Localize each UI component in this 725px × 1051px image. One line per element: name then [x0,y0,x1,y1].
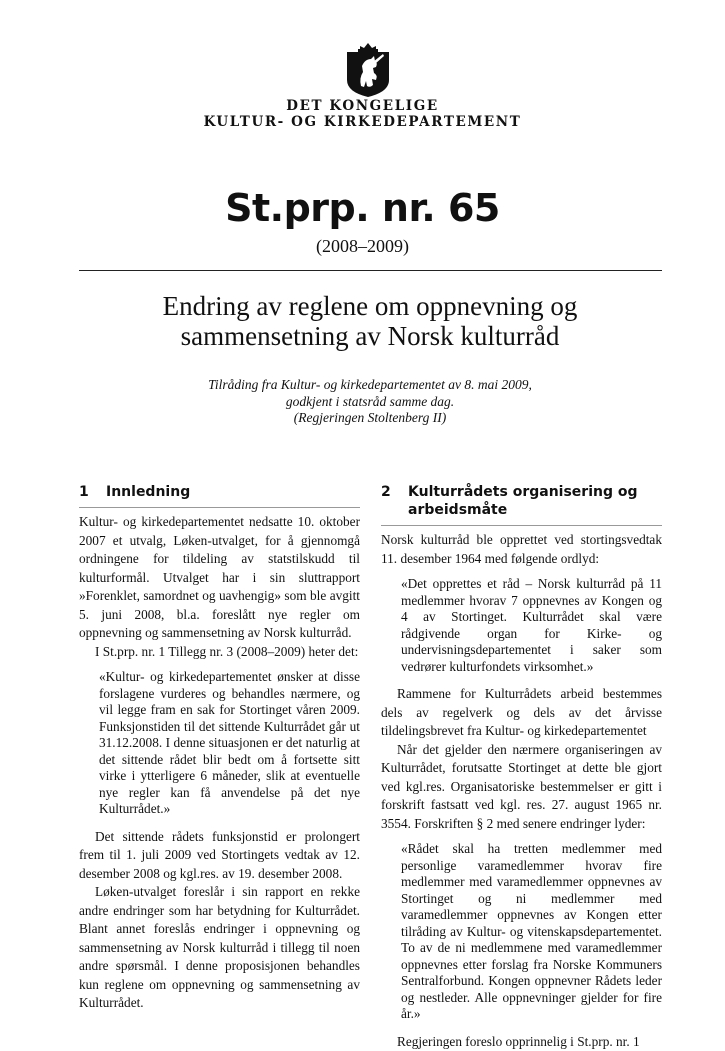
section-2-quote-1: «Det opprettes et råd – Norsk kulturråd på 11 medlemmer hvorav 7 oppnevnes av Kongen og 4 av Stortinget. Kulturrådet skal være rådgivende organ for Kirke- og undervisningsdepartementet i saker som vedrører kulturfondets virksomhet.» [401,576,662,675]
section-2-title-line-2: arbeidsmåte [408,502,507,518]
department-name [0,98,725,130]
subtitle-line-3: (Regjeringen Stoltenberg II) [140,410,600,427]
subtitle-line-2: godkjent i statsråd samme dag. [140,394,600,411]
section-2-title [408,483,638,519]
department-line-1: DET KONGELIGE [0,98,725,114]
subtitle-line-1: Tilråding fra Kultur- og kirkedepartementet av 8. mai 2009, [140,377,600,394]
section-2-heading [381,483,662,519]
section-1-rule [79,507,360,508]
section-1-paragraph-3: Det sittende rådets funksjonstid er prolongert frem til 1. juli 2009 ved Stortingets vedtak av 12. desember 2008 og kgl.res. av 19. desember 2008. [79,828,360,884]
section-2-paragraph-2: Rammene for Kulturrådets arbeid bestemmes dels av regelverk og dels av det årvisse tildelingsbrevet fra Kultur- og kirkedepartementet [381,685,662,741]
department-line-2: KULTUR- OG KIRKEDEPARTEMENT [0,114,725,130]
section-2-quote-2: «Rådet skal ha tretten medlemmer med personlige varamedlemmer hvorav fire medlemmer med varamedlemmer oppnevnes av Stortinget og ni medlemmer med varamedlemmer oppnevnes av Kongen etter tilråding av Kultur- og vitenskapsdepartementet. To av de ni medlemmene med varamedlemmer oppnevnes etter forslag fra Norske Kommuners Sentralforbund. Kongen oppnevner Rådets leder og nestleder. Alle oppnevninger gjelder for fire år.» [401,841,662,1023]
document-title: St.prp. nr. 65 [0,186,725,230]
section-2-paragraph-1: Norsk kulturråd ble opprettet ved stortingsvedtak 11. desember 1964 med følgende ordlyd: [381,531,662,568]
section-2-paragraph-4: Regjeringen foreslo opprinnelig i St.prp. nr. 1 [381,1033,662,1051]
left-column [79,483,360,1013]
section-2-title-line-1: Kulturrådets organisering og [408,484,638,500]
section-1-paragraph-4: Løken-utvalget foreslår i sin rapport en rekke andre endringer som har betydning for Kulturrådet. Blant annet foreslås endringer i oppnevning og sammensetning av Norsk kulturråd i tillegg til noen andre spørsmål. I denne proposisjonen behandles kun reglene om oppnevning og sammensetning av Kulturrådet. [79,883,360,1013]
document-session: (2008–2009) [0,236,725,256]
right-column [381,483,662,1051]
section-2-number: 2 [381,483,408,519]
section-1-paragraph-1: Kultur- og kirkedepartementet nedsatte 10. oktober 2007 et utvalg, Løken-utvalget, for å gjennomgå ordningene for tildeling av statstilskudd til kulturformål. Utvalget har i sin sluttrapport »Forenklet, samordnet og uavhengig» som ble avgitt 5. juni 2008, bl.a. foreslått nye regler om oppnevning og sammensetning av Norsk kulturråd. [79,513,360,643]
section-1-heading [79,483,360,501]
main-title-line-2: sammensetning av Norsk kulturråd [100,321,640,351]
section-1-quote: «Kultur- og kirkedepartementet ønsker at disse forslagene vurderes og behandles nærmere, og vil legge fram en sak for Stortinget våren 2009. Funksjonstiden til det sittende Kulturrådet går ut 31.12.2008. I denne situasjonen er det naturlig at det sittende rådet blir bedt om å fortsette sitt virke i ytterligere 6 måneder, slik at eventuelle nye regler kan få anvendelse på det nye Kulturrådet.» [99,669,360,818]
section-1-title: Innledning [106,483,190,501]
main-title-line-1: Endring av reglene om oppnevning og [100,291,640,321]
section-1-number: 1 [79,483,106,501]
norwegian-coat-of-arms-icon [343,42,393,98]
section-2-paragraph-3: Når det gjelder den nærmere organiseringen av Kulturrådet, forutsatte Stortinget at dette ble gjort ved kgl.res. Organisatoriske bestemmelser er gitt i forskrift fastsatt ved kgl. res. 27. august 1965 nr. 3554. Forskriften § 2 med senere endringer lyder: [381,741,662,834]
title-divider [79,270,662,271]
section-1-paragraph-2: I St.prp. nr. 1 Tillegg nr. 3 (2008–2009) heter det: [79,643,360,662]
main-title [100,291,640,351]
section-2-rule [381,525,662,526]
subtitle [140,377,600,427]
